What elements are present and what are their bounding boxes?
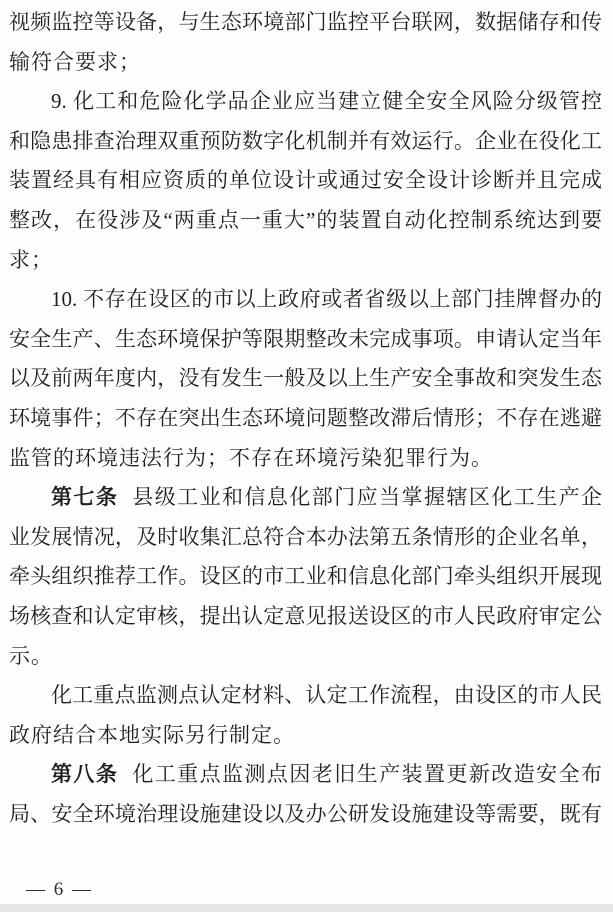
document-body bbox=[9, 3, 602, 834]
text-line: 10. 不存在设区的市以上政府或者省级以上部门挂牌督办的 bbox=[51, 287, 602, 312]
paragraph-line-article-start bbox=[9, 755, 602, 795]
text-line: 牵头组织推荐工作。设区的市工业和信息化部门牵头组织开展现 bbox=[9, 564, 602, 589]
text-line: 场核查和认定审核，提出认定意见报送设区的市人民政府审定公 bbox=[9, 603, 602, 628]
article-number: 第七条 bbox=[51, 485, 119, 510]
text-line: 化工重点监测点认定材料、认定工作流程，由设区的市人民 bbox=[51, 683, 602, 708]
article-number: 第八条 bbox=[51, 762, 119, 787]
text-line: 装置经具有相应资质的单位设计或通过安全设计诊断并且完成 bbox=[9, 168, 602, 193]
line-text: 县级工业和信息化部门应当掌握辖区化工生产企 bbox=[132, 485, 602, 510]
text-line: 输符合要求； bbox=[9, 49, 141, 74]
text-line: 求； bbox=[9, 247, 53, 272]
text-line: 政府结合本地实际另行制定。 bbox=[9, 722, 295, 747]
scan-edge-artifact bbox=[0, 904, 613, 912]
text-line: 示。 bbox=[9, 643, 53, 668]
line-text: 化工重点监测点因老旧生产装置更新改造安全布 bbox=[132, 762, 602, 787]
text-line: 业发展情况，及时收集汇总符合本办法第五条情形的企业名单， bbox=[9, 524, 602, 549]
text-line: 整改，在役涉及“两重点一重大”的装置自动化控制系统达到要 bbox=[9, 207, 602, 232]
text-line: 环境事件；不存在突出生态环境问题整改滞后情形；不存在逃避 bbox=[9, 405, 602, 430]
text-line: 局、安全环境治理设施建设以及办公研发设施建设等需要，既有 bbox=[9, 801, 602, 826]
text-line: 和隐患排查治理双重预防数字化机制并有效运行。企业在役化工 bbox=[9, 128, 602, 153]
text-line: 监管的环境违法行为；不存在环境污染犯罪行为。 bbox=[9, 445, 493, 470]
text-line: 视频监控等设备，与生态环境部门监控平台联网，数据储存和传 bbox=[9, 10, 602, 34]
text-line: 安全生产、生态环境保护等限期整改未完成事项。申请认定当年 bbox=[9, 326, 602, 351]
paragraph-line-article-start bbox=[9, 478, 602, 518]
text-line: 以及前两年度内，没有发生一般及以上生产安全事故和突发生态 bbox=[9, 366, 602, 391]
text-line: 9. 化工和危险化学品企业应当建立健全安全风险分级管控 bbox=[51, 89, 602, 114]
page-number: — 6 — bbox=[26, 879, 93, 900]
